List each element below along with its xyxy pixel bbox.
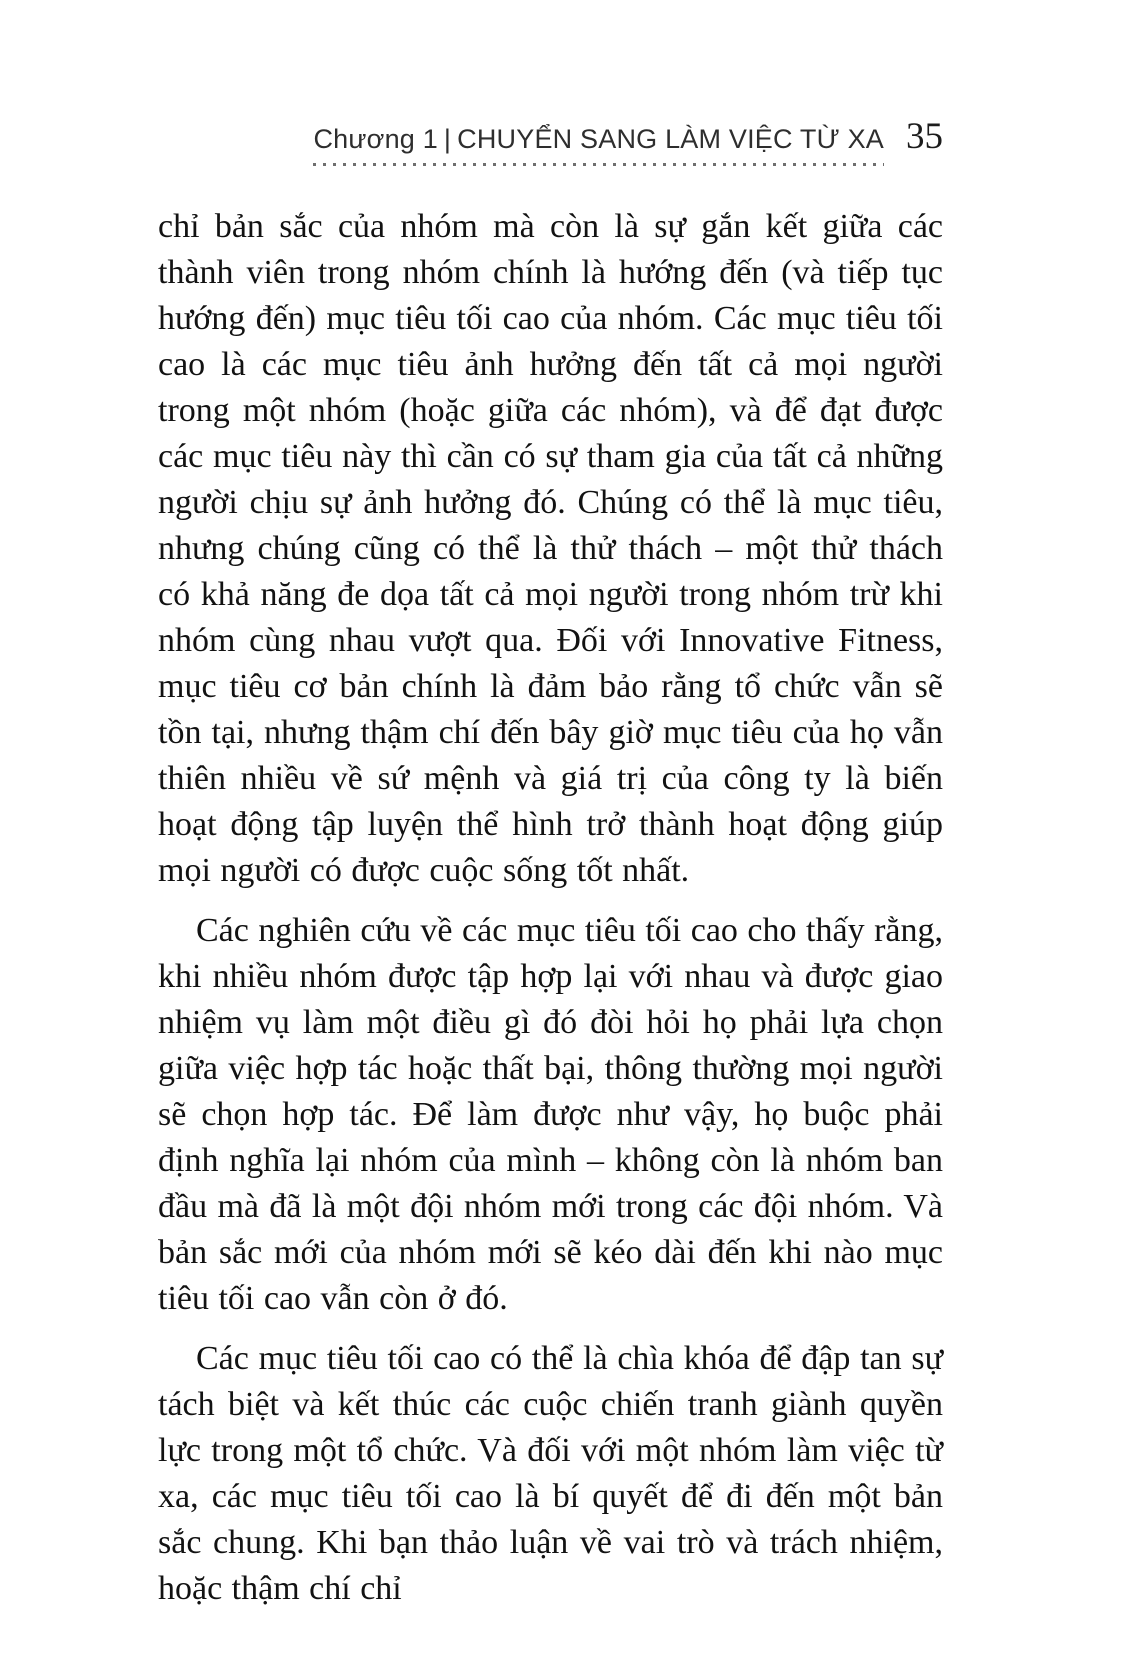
body-text [158,204,943,1612]
chapter-title: CHUYỂN SANG LÀM VIỆC TỪ XA [457,124,884,154]
paragraph: Các nghiên cứu về các mục tiêu tối cao cho thấy rằng, khi nhiều nhóm được tập hợp lại với nhau và được giao nhiệm vụ làm một điều gì đó đòi hỏi họ phải lựa chọn giữa việc hợp tác hoặc thất bại, thông thường mọi người sẽ chọn hợp tác. Để làm được như vậy, họ buộc phải định nghĩa lại nhóm của mình – không còn là nhóm ban đầu mà đã là một đội nhóm mới trong các đội nhóm. Và bản sắc mới của nhóm mới sẽ kéo dài đến khi nào mục tiêu tối cao vẫn còn ở đó. [158,912,943,1317]
chapter-label: Chương 1 [313,124,438,154]
paragraph: chỉ bản sắc của nhóm mà còn là sự gắn kết giữa các thành viên trong nhóm chính là hướng đến (và tiếp tục hướng đến) mục tiêu tối cao của nhóm. Các mục tiêu tối cao là các mục tiêu ảnh hưởng đến tất cả mọi người trong một nhóm (hoặc giữa các nhóm), và để đạt được các mục tiêu này thì cần có sự tham gia của tất cả những người chịu sự ảnh hưởng đó. Chúng có thể là mục tiêu, nhưng chúng cũng có thể là thử thách – một thử thách có khả năng đe dọa tất cả mọi người trong nhóm trừ khi nhóm cùng nhau vượt qua. Đối với Innovative Fitness, mục tiêu cơ bản chính là đảm bảo rằng tổ chức vẫn sẽ tồn tại, nhưng thậm chí đến bây giờ mục tiêu của họ vẫn thiên nhiều về sứ mệnh và giá trị của công ty là biến hoạt động tập luyện thể hình trở thành hoạt động giúp mọi người có được cuộc sống tốt nhất. [158,208,943,889]
page-number: 35 [906,116,943,157]
paragraph: Các mục tiêu tối cao có thể là chìa khóa để đập tan sự tách biệt và kết thúc các cuộc chiến tranh giành quyền lực trong một tổ chức. Và đối với một nhóm làm việc từ xa, các mục tiêu tối cao là bí quyết để đi đến một bản sắc chung. Khi bạn thảo luận về vai trò và trách nhiệm, hoặc thậm chí chỉ [158,1340,943,1607]
header-separator: | [443,124,452,154]
running-header-row [158,118,943,166]
running-header [313,124,884,166]
